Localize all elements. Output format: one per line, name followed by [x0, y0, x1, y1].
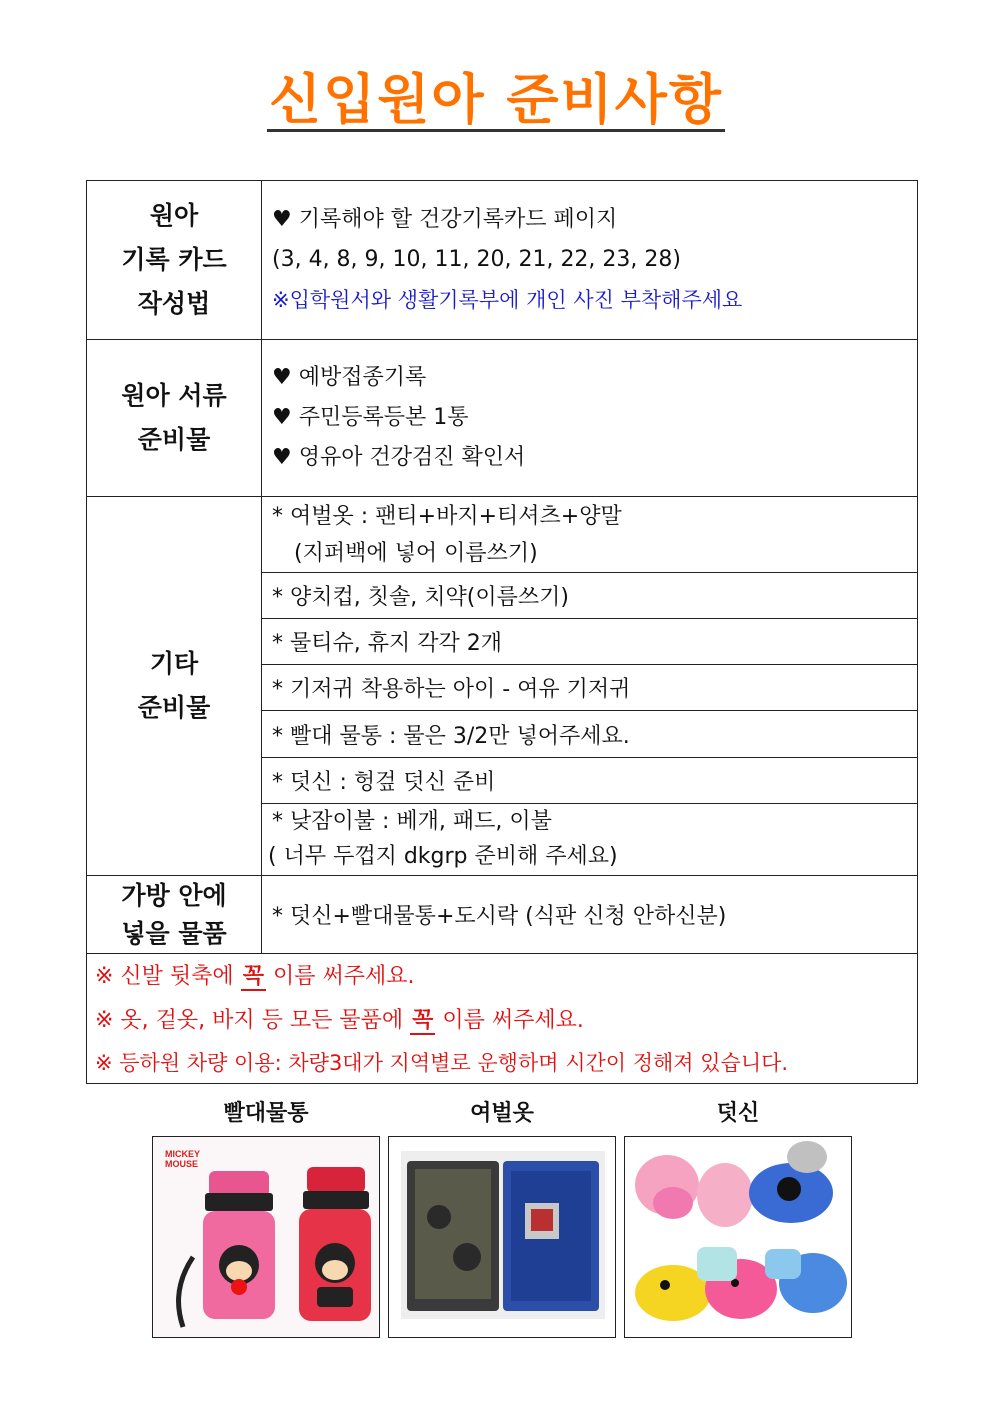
list-item: * 물티슈, 휴지 각각 2개 [262, 619, 918, 665]
page-numbers: (3, 4, 8, 9, 10, 11, 20, 21, 22, 23, 28) [272, 247, 681, 272]
spare-clothes-photo [388, 1136, 616, 1338]
notes-box [87, 954, 918, 1084]
list-item: * 덧신+빨대물통+도시락 (식판 신청 안하신분) [262, 876, 918, 954]
photo-note: ※입학원서와 생활기록부에 개인 사진 부착해주세요 [272, 288, 743, 312]
list-item: * 여벌옷 : 팬티+바지+티셔츠+양말 (지퍼백에 넣어 이름쓰기) [262, 497, 918, 573]
list-item: * 낮잠이불 : 베개, 패드, 이불 ( 너무 두껍지 dkgrp 준비해 주세요) [262, 804, 918, 876]
page-title: 신입원아 준비사항 [268, 68, 724, 131]
svg-text:MICKEY: MICKEY [165, 1149, 201, 1159]
note-3: ※ 등하원 차량 이용: 차량3대가 지역별로 운행하며 시간이 정해져 있습니다. [95, 1050, 789, 1075]
table-row-docs [87, 340, 918, 497]
list-item: ♥ 예방접종기록 [272, 365, 427, 390]
row-content-docs [262, 340, 918, 497]
slippers-photo [624, 1136, 852, 1338]
list-item: ♥ 기록해야 할 건강기록카드 페이지 [272, 207, 618, 232]
caption-spare-clothes: 여벌옷 [470, 1101, 534, 1126]
svg-text:MOUSE: MOUSE [165, 1159, 199, 1169]
caption-straw-bottle: 빨대물통 [223, 1101, 309, 1126]
list-item: * 빨대 물통 : 물은 3/2만 넣어주세요. [262, 711, 918, 758]
row-content-card [262, 181, 918, 340]
note-1: ※ 신발 뒷축에 꼭 이름 써주세요. [95, 963, 415, 989]
notes-row [87, 954, 918, 1084]
straw-bottle-photo [152, 1136, 380, 1338]
table-row-etc [87, 497, 918, 573]
preparation-table [86, 180, 918, 1084]
list-item: * 양치컵, 칫솔, 치약(이름쓰기) [262, 573, 918, 619]
note-2: ※ 옷, 겉옷, 바지 등 모든 물품에 꼭 이름 써주세요. [95, 1007, 584, 1033]
row-header-etc: 기타 준비물 [87, 497, 262, 876]
caption-slippers: 덧신 [716, 1101, 760, 1126]
list-item: * 기저귀 착용하는 아이 - 여유 기저귀 [262, 665, 918, 711]
table-row-card [87, 181, 918, 340]
list-item: * 덧신 : 헝겊 덧신 준비 [262, 758, 918, 804]
table-row-bag [87, 876, 918, 954]
row-header-docs: 원아 서류 준비물 [87, 340, 262, 497]
row-header-bag: 가방 안에 넣을 물품 [87, 876, 262, 954]
row-header-card: 원아 기록 카드 작성법 [87, 181, 262, 340]
list-item: ♥ 주민등록등본 1통 [272, 405, 469, 430]
list-item: ♥ 영유아 건강검진 확인서 [272, 445, 526, 470]
